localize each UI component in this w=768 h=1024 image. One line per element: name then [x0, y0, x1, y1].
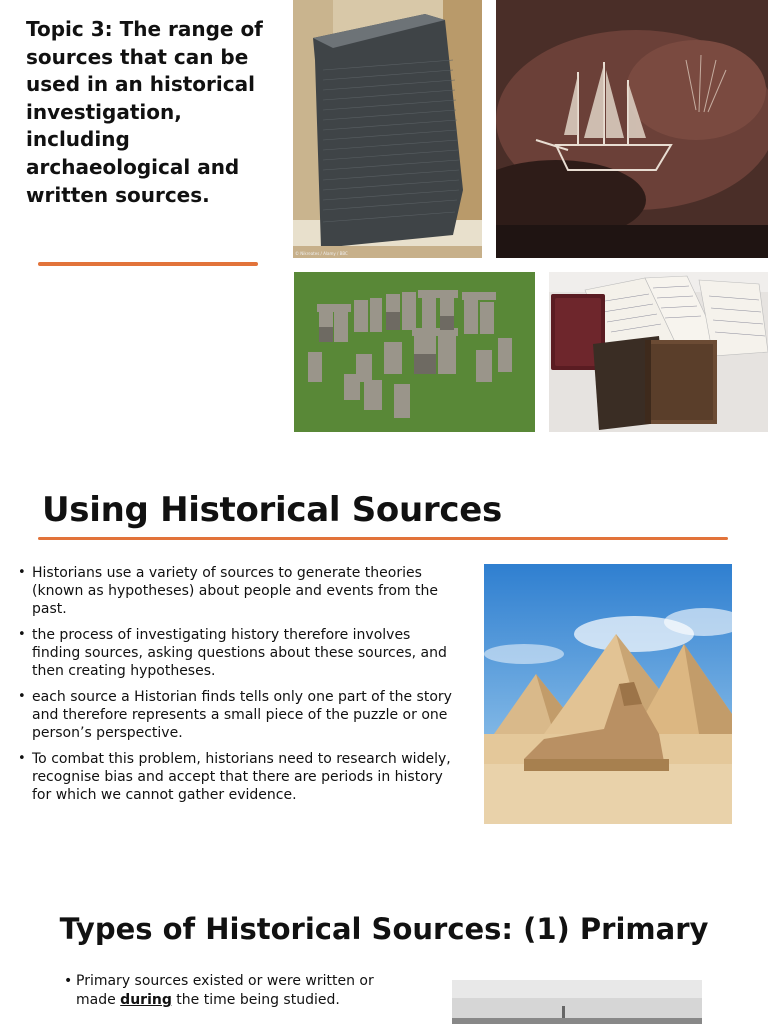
- bullet-list: [14, 564, 454, 812]
- historical-photo-image: [452, 980, 702, 1024]
- bullet-item: • the process of investigating history therefore involves finding sources, asking questions about these sources, and then creating hypotheses.: [14, 626, 454, 680]
- bullet-item: • Historians use a variety of sources to generate theories (known as hypotheses) about people and events from the past.: [14, 564, 454, 618]
- slide-heading: Types of Historical Sources: (1) Primary: [59, 912, 709, 946]
- title-underline: [38, 262, 258, 266]
- bullet-item: • To combat this problem, historians need to research widely, recognise bias and accept that there are periods in history for which we cannot gather evidence.: [14, 750, 454, 804]
- bullet-text: Primary sources existed or were written or made: [76, 973, 374, 1008]
- slide-topic-3: [0, 0, 768, 440]
- slide-using-historical-sources: [0, 460, 768, 860]
- bullet-list: [60, 972, 380, 1010]
- diaries-image: [549, 272, 768, 432]
- cave-art-image: [496, 0, 768, 258]
- bullet-item: [60, 972, 380, 1010]
- pyramids-image: [484, 564, 732, 824]
- slide-heading: Using Historical Sources: [42, 490, 502, 530]
- bullet-text-end: the time being studied.: [171, 992, 340, 1008]
- stonehenge-image: [294, 272, 535, 432]
- rosetta-stone-image: [293, 0, 482, 258]
- topic-title: Topic 3: The range of sources that can be used in an historical investigation, including archaeological and written sources.: [26, 17, 263, 207]
- bullet-item: • each source a Historian finds tells only one part of the story and therefore represents a small piece of the puzzle or one person’s perspective.: [14, 688, 454, 742]
- heading-underline: [38, 537, 728, 540]
- slide-primary-sources: [0, 880, 768, 1024]
- emphasis-during: during: [120, 992, 172, 1008]
- photo-credit: © Nikreates / Alamy / BBC: [295, 251, 348, 256]
